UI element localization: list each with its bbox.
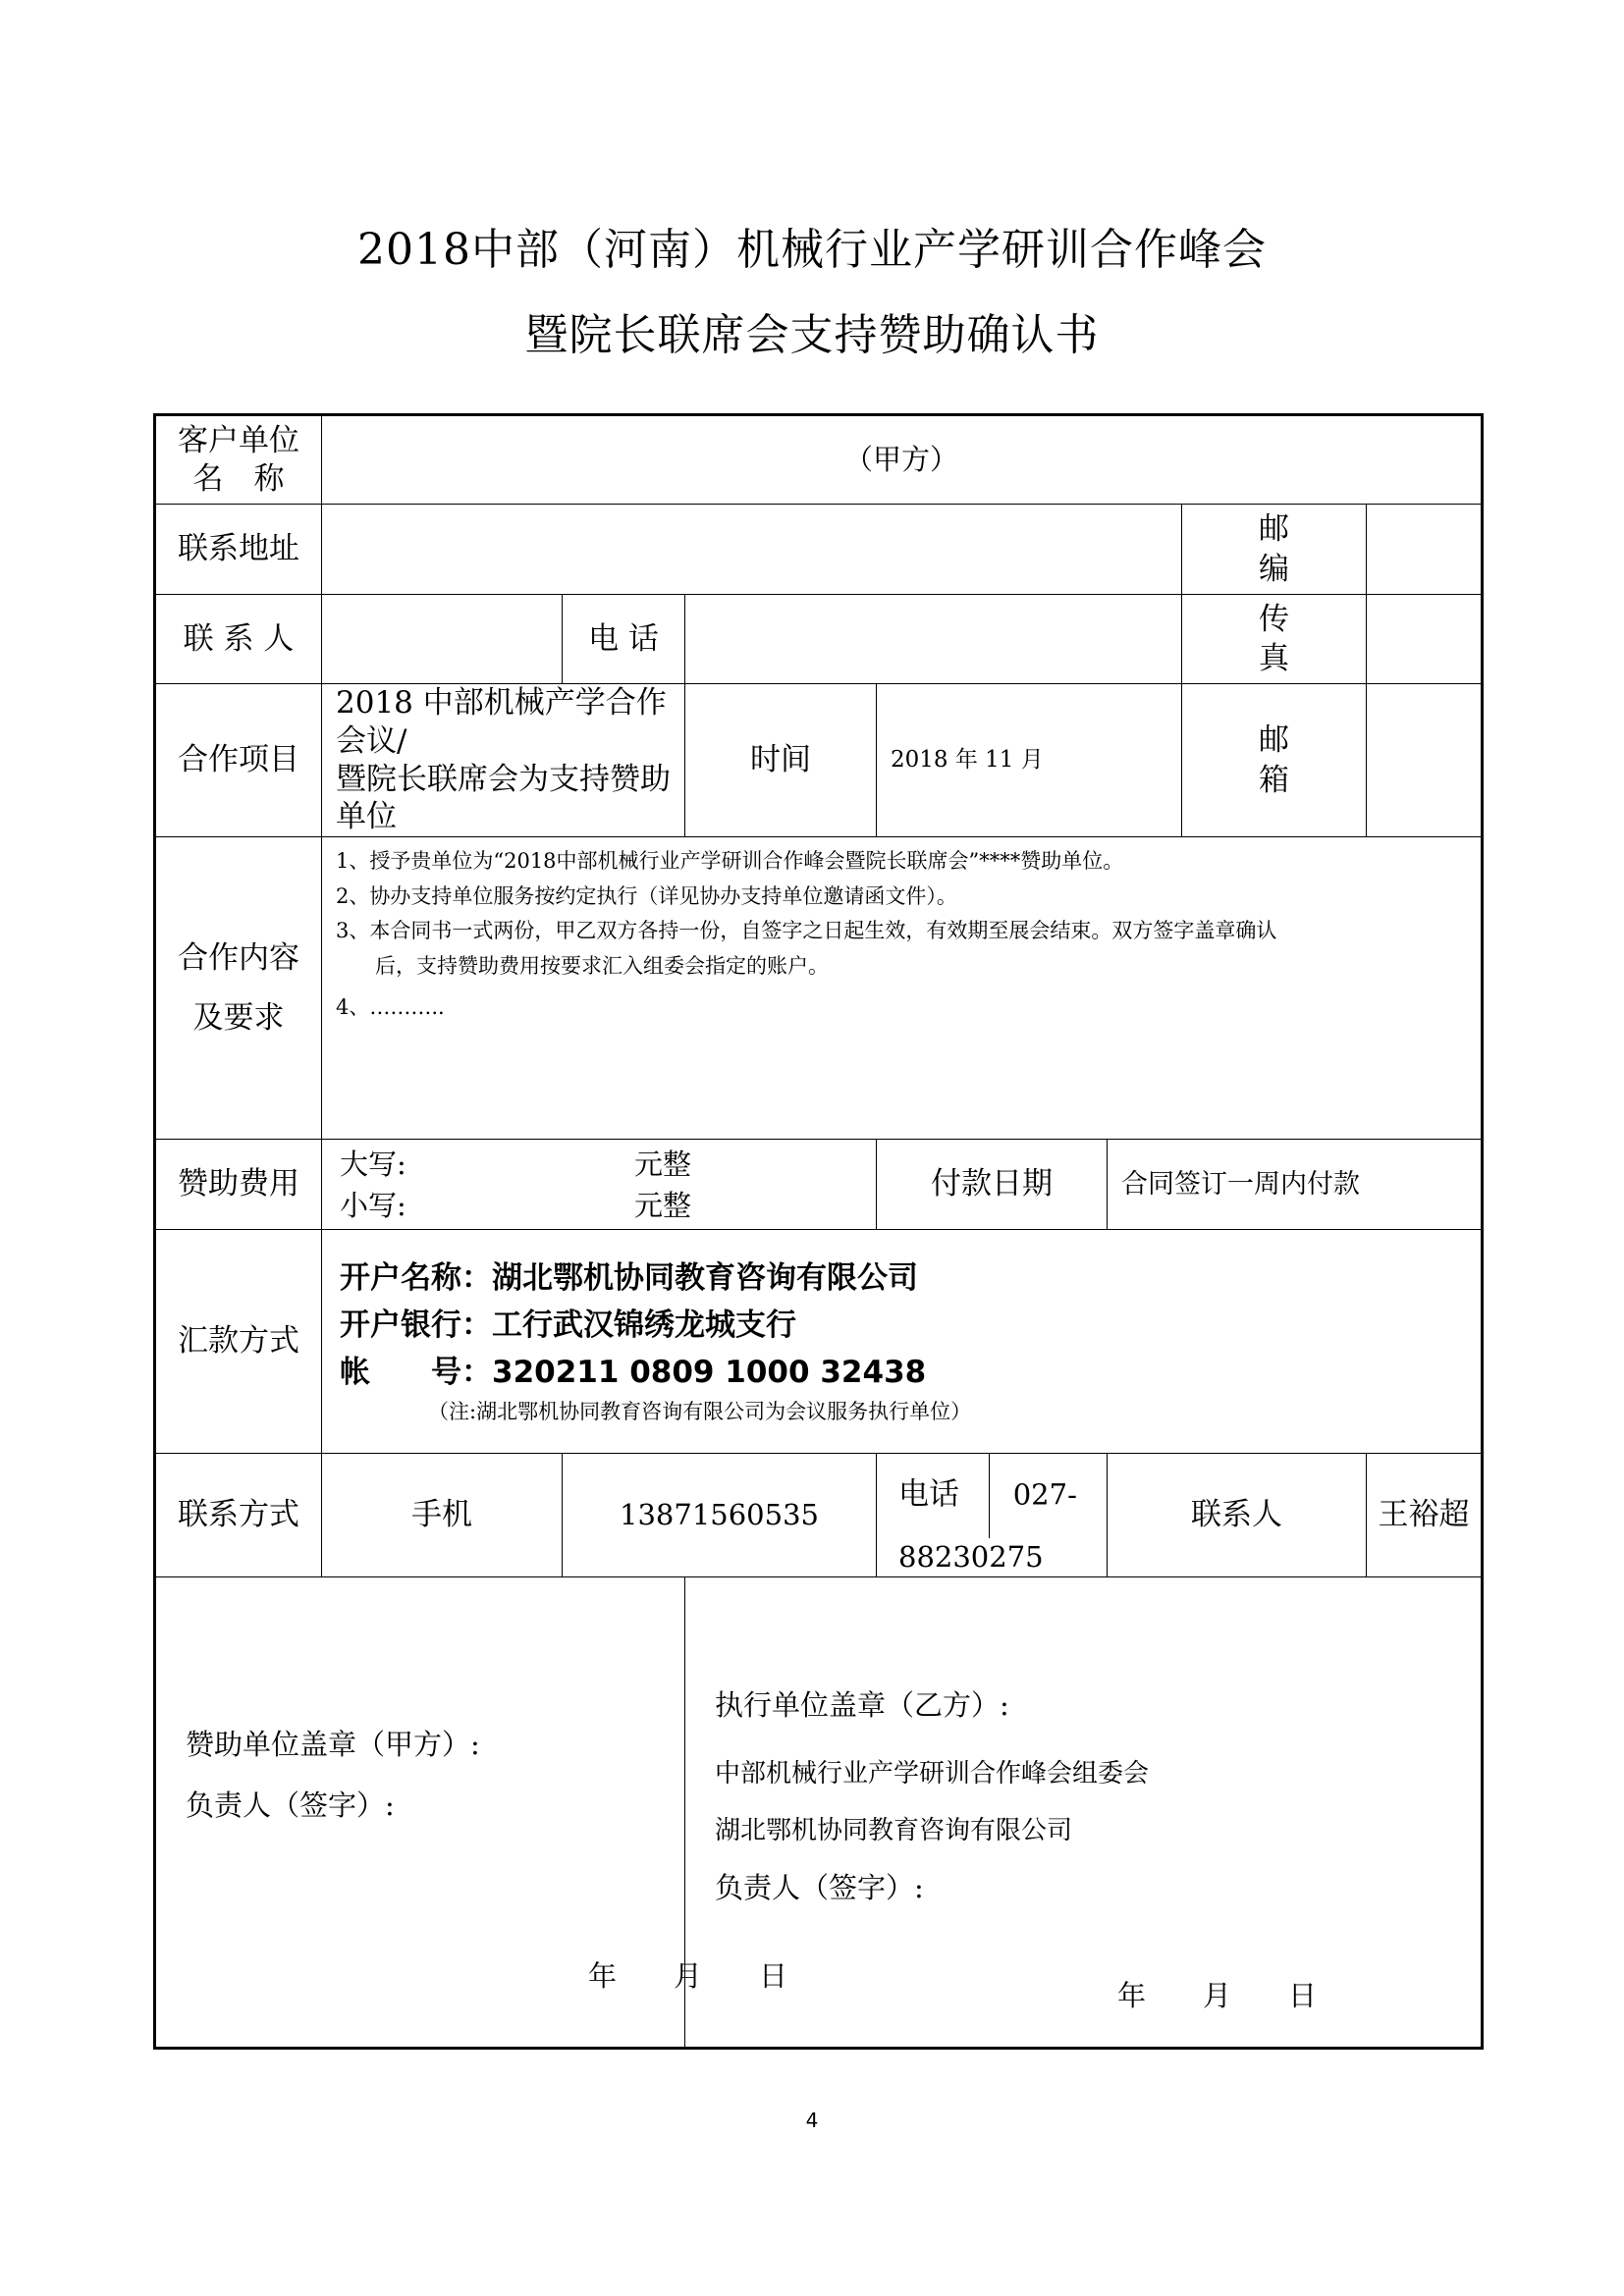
content-item: 1、授予贵单位为“2018中部机械行业产学研训合作峰会暨院长联席会”****赞助单位。: [336, 849, 1124, 873]
email-label: [1182, 684, 1367, 837]
project-label: 合作项目: [155, 684, 322, 837]
client-label: [155, 415, 322, 505]
mobile-value: 13871560535: [563, 1454, 877, 1577]
project-value: [322, 684, 685, 837]
time-label: 时间: [685, 684, 877, 837]
party-a-seal-label: 赞助单位盖章（甲方）:: [186, 1727, 480, 1761]
fee-lower-label: 小写:: [340, 1188, 406, 1222]
contact-row: [155, 595, 1483, 684]
party-b-person-label: 负责人（签字）:: [715, 1870, 924, 1904]
contact-method-row: [155, 1454, 1483, 1577]
fee-lower-unit: 元整: [634, 1188, 692, 1222]
account-number-line: [340, 1349, 1481, 1396]
client-label-line2: 名 称: [192, 460, 285, 497]
content-row: [155, 837, 1483, 1140]
email-field[interactable]: [1367, 684, 1483, 837]
contact-person-value: 王裕超: [1367, 1454, 1483, 1577]
address-label: 联系地址: [155, 505, 322, 595]
content-label-line2: 及要求: [192, 999, 285, 1036]
party-a-date: 年 月 日: [588, 1958, 788, 1993]
party-a-person-label: 负责人（签字）:: [186, 1788, 395, 1822]
fee-amount-field[interactable]: [322, 1140, 877, 1230]
time-value: 2018 年 11 月: [877, 684, 1182, 837]
party-b-org2: 湖北鄂机协同教育咨询有限公司: [715, 1815, 1073, 1845]
client-party-a-marker: （甲方）: [843, 443, 958, 477]
project-value-line2: 暨院长联席会为支持赞助单位: [336, 761, 671, 835]
signature-row: [155, 1576, 1483, 2048]
tel-value: 027-88230275: [898, 1477, 1077, 1574]
remit-row: [155, 1230, 1483, 1454]
account-number: 320211 0809 1000 32438: [492, 1355, 927, 1391]
document-title-line1: 2018中部（河南）机械行业产学研训合作峰会: [357, 225, 1267, 275]
party-b-date: 年 月 日: [1117, 1978, 1318, 2012]
postcode-label: [1182, 505, 1367, 595]
client-label-line1: 客户单位: [178, 422, 299, 458]
address-row: [155, 505, 1483, 595]
client-name-field[interactable]: [322, 415, 1483, 505]
postcode-field[interactable]: [1367, 505, 1483, 595]
contact-person-label: 联系人: [1108, 1454, 1367, 1577]
project-row: [155, 684, 1483, 837]
account-note: （注:湖北鄂机协同教育咨询有限公司为会议服务执行单位）: [428, 1400, 972, 1424]
sponsorship-form-table: [153, 413, 1484, 2050]
fee-row: [155, 1140, 1483, 1230]
fax-label-text: 传真: [1259, 601, 1289, 676]
tel-label-text: 电话: [898, 1476, 959, 1513]
party-b-seal-label: 执行单位盖章（乙方）:: [715, 1687, 1009, 1722]
contact-field[interactable]: [322, 595, 563, 684]
project-value-line1: 2018 中部机械产学合作会议/: [336, 685, 667, 759]
content-item: 4、………..: [336, 995, 445, 1020]
fee-upper-unit: 元整: [634, 1147, 692, 1181]
contact-label: 联 系 人: [155, 595, 322, 684]
mobile-label: 手机: [322, 1454, 563, 1577]
address-field[interactable]: [322, 505, 1182, 595]
remit-details: [322, 1230, 1483, 1454]
content-item: 3、本合同书一式两份，甲乙双方各持一份，自签字之日起生效，有效期至展会结束。双方签字盖章确认: [336, 919, 1277, 943]
client-row: [155, 415, 1483, 505]
account-name: 开户名称：湖北鄂机协同教育咨询有限公司: [340, 1260, 918, 1297]
account-bank: 开户银行：工行武汉锦绣龙城支行: [340, 1308, 796, 1344]
fax-field[interactable]: [1367, 595, 1483, 684]
fax-label: [1182, 595, 1367, 684]
content-label: [155, 837, 322, 1140]
postcode-label-text: 邮编: [1259, 511, 1289, 587]
party-b-signature-block[interactable]: [685, 1576, 1483, 2048]
phone-field[interactable]: [685, 595, 1182, 684]
tel-label: [877, 1454, 1108, 1577]
account-number-label: 帐 号：: [340, 1355, 492, 1391]
party-a-signature-block[interactable]: [155, 1576, 788, 2048]
content-item: 后，支持赞助费用按要求汇入组委会指定的账户。: [375, 953, 829, 978]
phone-label: 电 话: [563, 595, 685, 684]
fee-upper-label: 大写:: [340, 1147, 406, 1181]
page-number: 4: [805, 2109, 819, 2132]
pay-date-label: 付款日期: [877, 1140, 1108, 1230]
document-title-line2: 暨院长联席会支持赞助确认书: [524, 310, 1100, 360]
fee-label: 赞助费用: [155, 1140, 322, 1230]
content-label-line1: 合作内容: [178, 939, 299, 976]
content-items: [322, 837, 1483, 1140]
contact-method-label: 联系方式: [155, 1454, 322, 1577]
content-item: 2、协办支持单位服务按约定执行（详见协办支持单位邀请函文件）。: [336, 883, 957, 908]
pay-date-value: 合同签订一周内付款: [1108, 1140, 1483, 1230]
email-label-text: 邮箱: [1259, 722, 1289, 798]
cell-divider: [989, 1454, 990, 1538]
remit-label: 汇款方式: [155, 1230, 322, 1454]
party-b-org1: 中部机械行业产学研训合作峰会组委会: [715, 1758, 1150, 1789]
